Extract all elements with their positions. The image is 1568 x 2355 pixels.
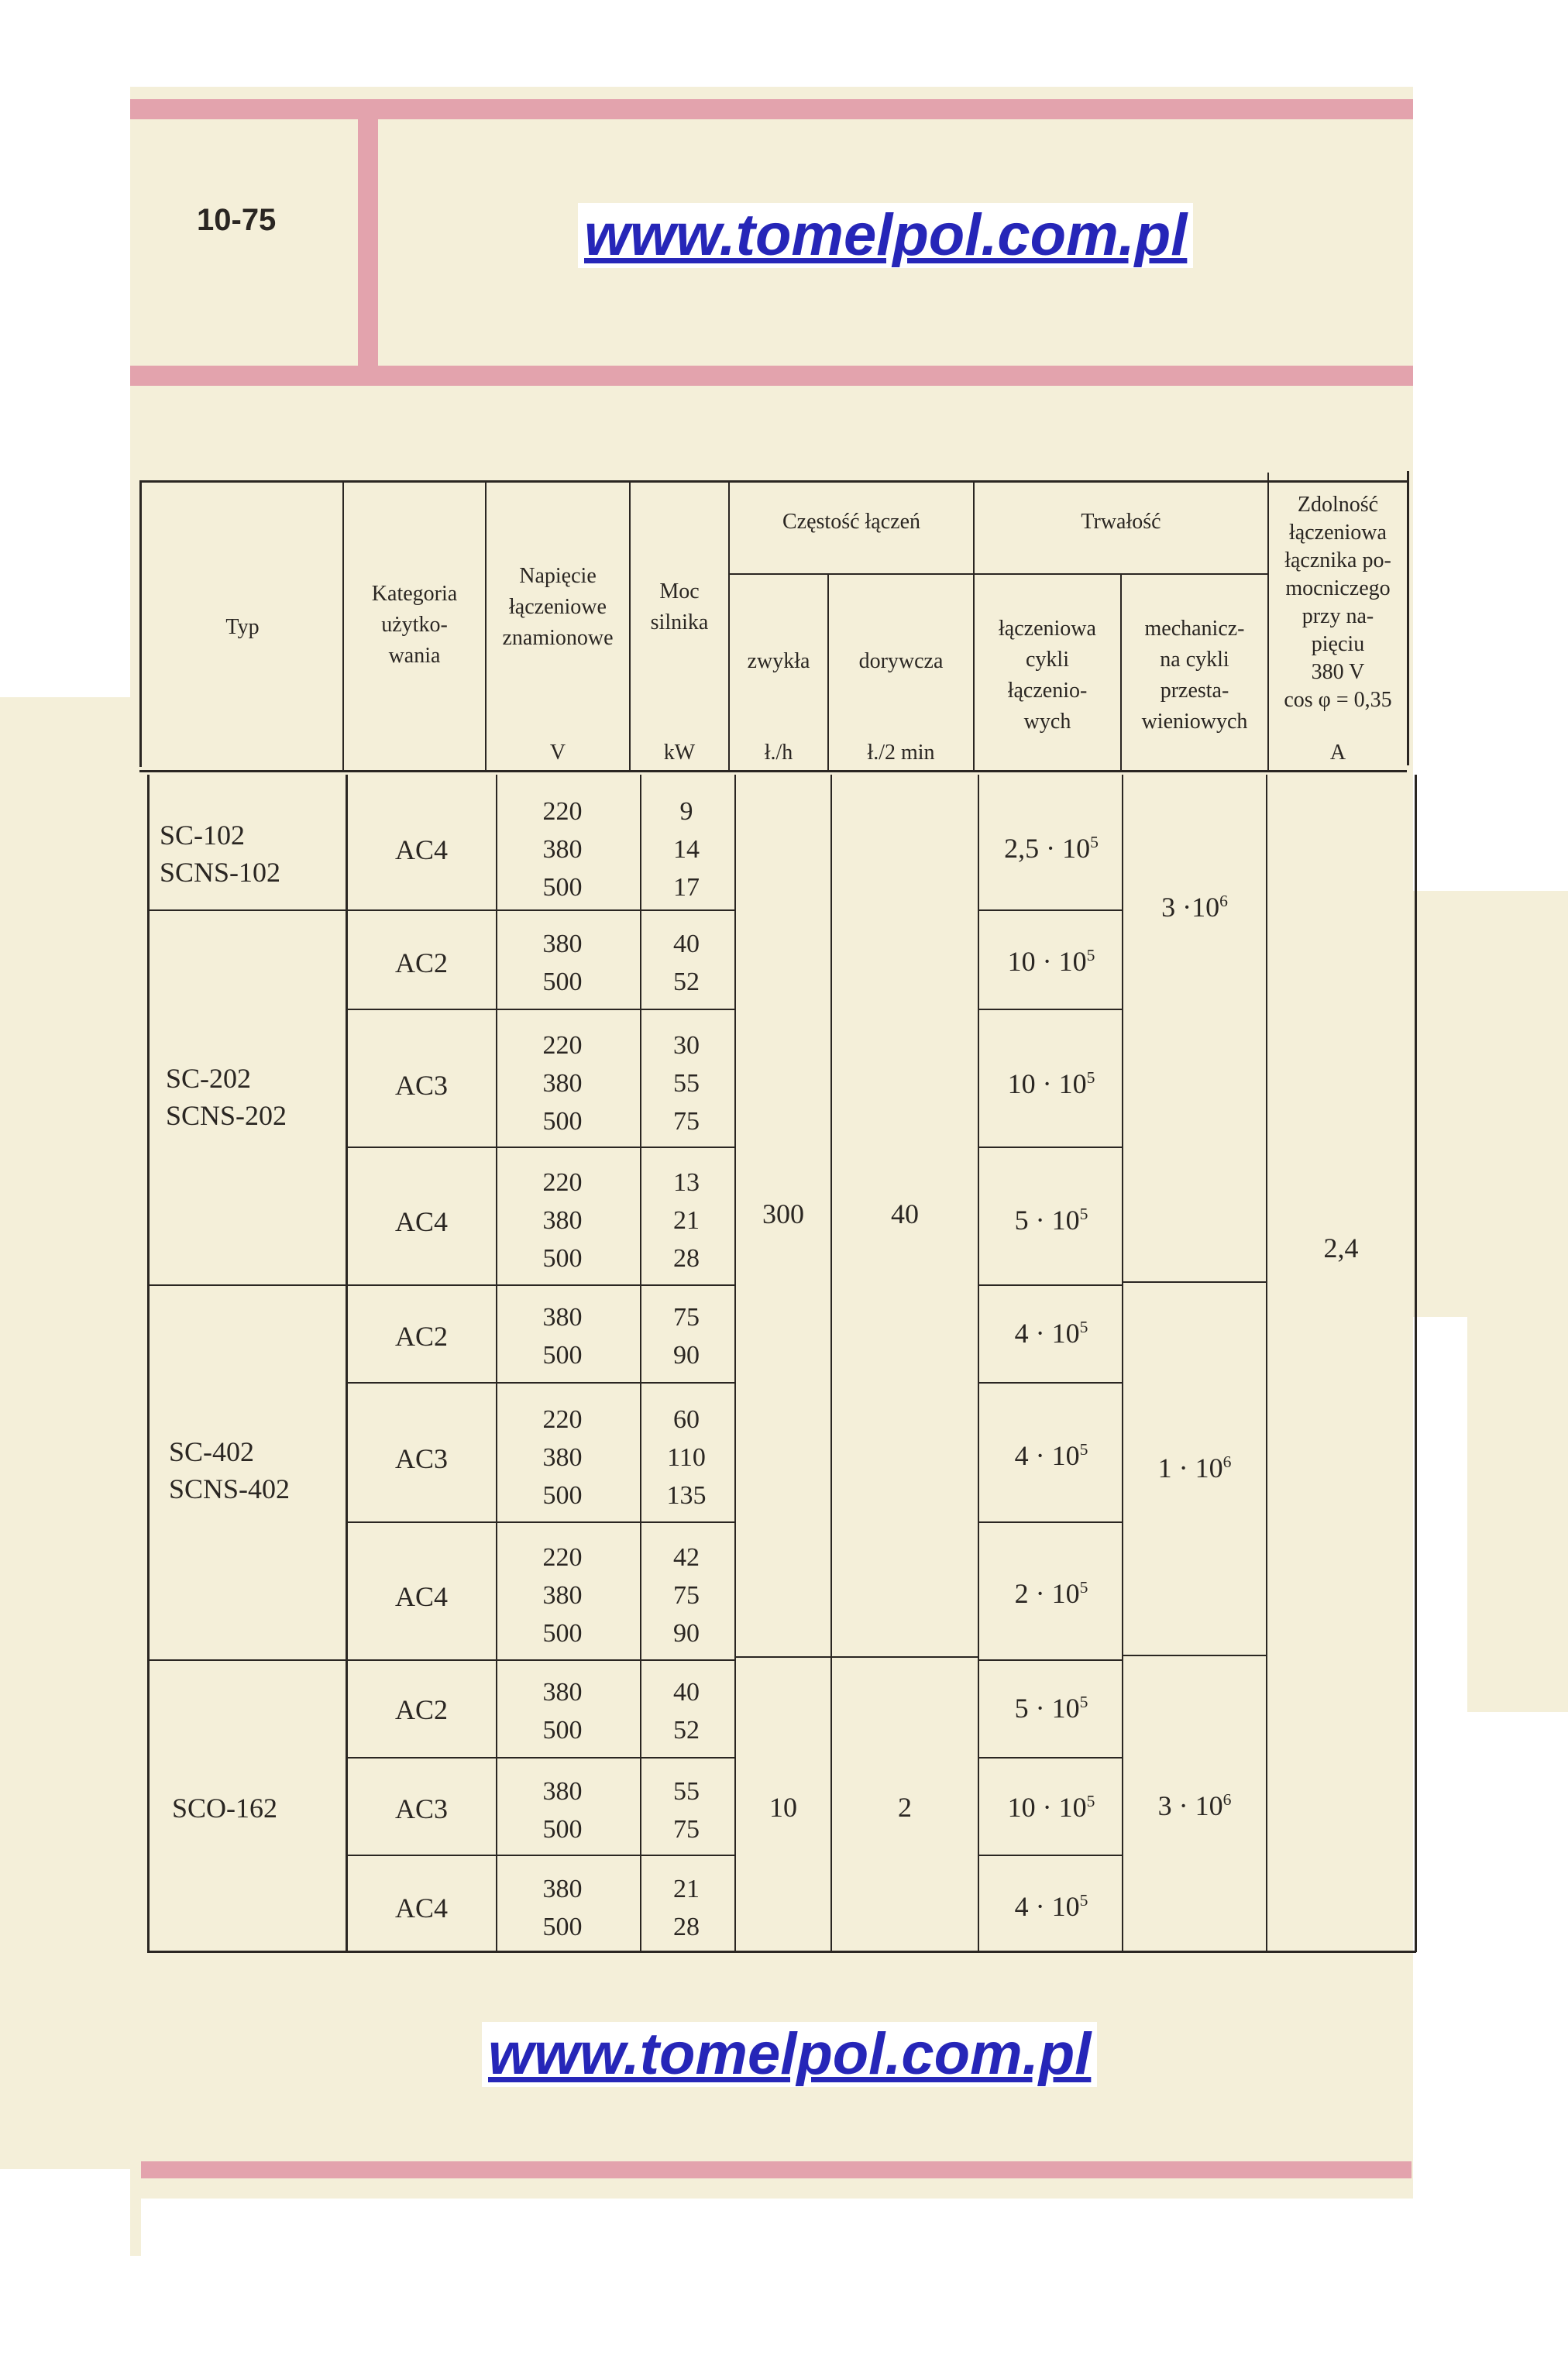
category-cell: AC3 xyxy=(394,1443,448,1474)
type-sco-162: SCO-162 xyxy=(172,1793,278,1824)
switching-cycles-cell: $4 \cdot 10^5$ xyxy=(1014,1891,1088,1922)
category-cell: AC2 xyxy=(394,947,448,978)
type-sc-402: SC-402 SCNS-402 xyxy=(169,1436,291,1504)
voltage-cell: 380 500 xyxy=(542,1303,583,1370)
switching-cycles-cell: $4 \cdot 10^5$ xyxy=(1014,1440,1088,1471)
header-czestosc: Częstość łączeń xyxy=(782,510,921,534)
unit-kw: kW xyxy=(663,741,696,765)
frequency-occasional-group2: 2 xyxy=(898,1792,912,1823)
switching-cycles-cell: $2 \cdot 10^5$ xyxy=(1014,1578,1088,1609)
unit-dorywcza: ł./2 min xyxy=(867,741,935,765)
voltage-cell: 220 380 500 xyxy=(542,1031,583,1136)
voltage-cell: 380 500 xyxy=(542,930,583,996)
watermark-link-bottom[interactable]: www.tomelpol.com.pl xyxy=(482,2022,1097,2087)
power-cell: 40 52 xyxy=(673,930,700,996)
watermark-link-top[interactable]: www.tomelpol.com.pl xyxy=(578,203,1193,268)
frequency-normal-group1: 300 xyxy=(762,1198,804,1229)
switching-cycles-cell: $10 \cdot 10^5$ xyxy=(1007,946,1095,977)
power-cell: 42 75 90 xyxy=(673,1543,700,1648)
mechanical-cycles-2: $1 \cdot 10^6$ xyxy=(1157,1453,1232,1483)
power-cell: 13 21 28 xyxy=(673,1168,700,1273)
power-cell: 21 28 xyxy=(673,1875,700,1941)
category-cell: AC3 xyxy=(394,1070,448,1101)
switching-cycles-cell: $4 \cdot 10^5$ xyxy=(1014,1318,1088,1349)
voltage-cell: 380 500 xyxy=(542,1678,583,1745)
power-cell: 30 55 75 xyxy=(673,1031,700,1136)
frequency-normal-group2: 10 xyxy=(769,1792,797,1823)
mechanical-cycles-3: $3 \cdot 10^6$ xyxy=(1157,1790,1232,1821)
header-kategoria: Kategoria użytko- wania xyxy=(371,582,458,668)
voltage-cell: 220 380 500 xyxy=(542,1543,583,1648)
header-laczeniowa: łączeniowa cykli łączenio- wych xyxy=(999,617,1096,734)
switching-cycles-cell: $2,5 \cdot 10^5$ xyxy=(1004,833,1099,864)
header-dorywcza: dorywcza xyxy=(858,649,944,673)
category-cell: AC4 xyxy=(394,834,448,865)
category-cell: AC3 xyxy=(394,1793,448,1824)
unit-a: A xyxy=(1329,741,1346,765)
power-cell: 40 52 xyxy=(673,1678,700,1745)
header-zwykla: zwykła xyxy=(747,649,810,673)
header-trwalosc: Trwałość xyxy=(1081,510,1161,534)
voltage-cell: 220 380 500 xyxy=(542,1168,583,1273)
voltage-cell: 220 380 500 xyxy=(542,1405,583,1510)
mechanical-cycles-1: $3 \cdot 10^6$ xyxy=(1161,892,1228,923)
power-cell: 55 75 xyxy=(673,1777,700,1844)
unit-v: V xyxy=(549,741,566,765)
category-cell: AC2 xyxy=(394,1321,448,1352)
power-cell: 9 14 17 xyxy=(673,797,700,902)
type-sc-202: SC-202 SCNS-202 xyxy=(166,1063,287,1131)
header-zdolnosc: Zdolność łączeniowa łącznika po- mocniczego przy na- pięciu 380 V cos φ = 0,35 xyxy=(1284,493,1392,712)
voltage-cell: 220 380 500 xyxy=(542,797,583,902)
category-cell: AC2 xyxy=(394,1694,448,1725)
breaking-capacity: 2,4 xyxy=(1323,1233,1359,1263)
type-sc-102: SC-102 SCNS-102 xyxy=(160,820,281,888)
power-cell: 60 110 135 xyxy=(666,1405,707,1510)
category-cell: AC4 xyxy=(394,1893,448,1924)
voltage-cell: 380 500 xyxy=(542,1777,583,1844)
category-cell: AC4 xyxy=(394,1581,448,1612)
header-moc: Moc silnika xyxy=(650,579,709,634)
switching-cycles-cell: $5 \cdot 10^5$ xyxy=(1014,1205,1088,1236)
switching-cycles-cell: $10 \cdot 10^5$ xyxy=(1007,1792,1095,1823)
frequency-occasional-group1: 40 xyxy=(891,1198,919,1229)
unit-zwykla: ł./h xyxy=(764,741,793,765)
power-cell: 75 90 xyxy=(673,1303,700,1370)
header-napiecie: Napięcie łączeniowe znamionowe xyxy=(502,564,614,650)
switching-cycles-cell: $5 \cdot 10^5$ xyxy=(1014,1693,1088,1724)
page-number: 10-75 xyxy=(197,203,277,237)
voltage-cell: 380 500 xyxy=(542,1875,583,1941)
switching-cycles-cell: $10 \cdot 10^5$ xyxy=(1007,1068,1095,1099)
header-mechaniczna: mechanicz- na cykli przesta- wieniowych xyxy=(1141,617,1248,734)
category-cell: AC4 xyxy=(394,1206,448,1237)
header-typ: Typ xyxy=(225,615,260,639)
